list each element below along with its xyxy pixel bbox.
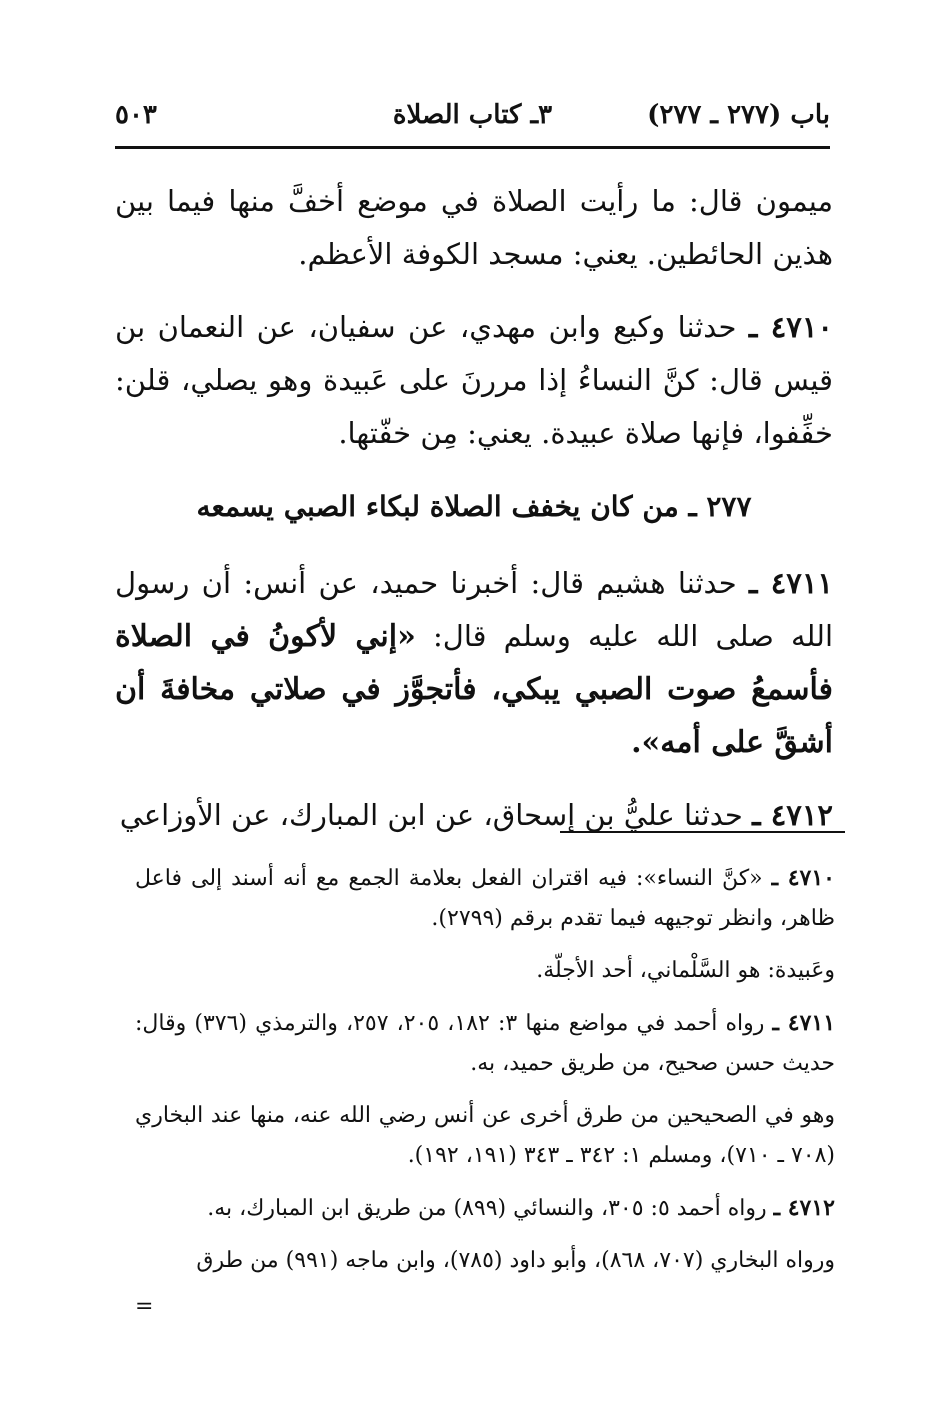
footnote-4710-note: وعَبيدة: هو السَّلْماني، أحد الأجلّة.: [536, 958, 835, 983]
hadith-number: ٤٧١٠ ـ: [748, 310, 834, 344]
page-number: ٥٠٣: [115, 100, 157, 130]
footnote-4712-note: ورواه البخاري (٧٠٧، ٨٦٨)، وأبو داود (٧٨٥)، وابن ماجه (٩٩١) من طرق: [196, 1248, 835, 1273]
hadith-4711: [115, 557, 833, 769]
chapter-range: باب (٢٧٧ ـ ٢٧٧): [647, 100, 830, 130]
footnotes: [135, 858, 835, 1327]
hadith-isnad: حدثنا هشيم قال: أخبرنا حميد، عن أنس: أن رسول الله صلى الله عليه وسلم قال:: [115, 566, 833, 653]
footnote-number: ٤٧١٠ ـ: [771, 865, 835, 891]
footnote-separator: [560, 831, 845, 833]
footnote-4711: [135, 1003, 835, 1084]
main-text: [115, 175, 833, 862]
footnote-text: «كنَّ النساء»: فيه اقتران الفعل بعلامة الجمع مع أنه أسند إلى فاعل ظاهر، وانظر توجيهه فيما تقدم برقم (٢٧٩٩).: [135, 866, 835, 931]
footnote-number: ٤٧١١ ـ: [772, 1010, 836, 1036]
footnote-text: رواه أحمد ٥: ٣٠٥، والنسائي (٨٩٩) من طريق ابن المبارك، به.: [207, 1196, 767, 1221]
footnote-number: ٤٧١٢ ـ: [773, 1195, 835, 1221]
hadith-number: ٤٧١١ ـ: [749, 566, 833, 600]
header-rule: [115, 146, 830, 149]
footnote-text: رواه أحمد في مواضع منها ٣: ١٨٢، ٢٠٥، ٢٥٧، والترمذي (٣٧٦) وقال: حديث حسن صحيح، من طريق حميد، به.: [135, 1011, 835, 1076]
continuation-mark: =: [135, 1294, 154, 1319]
footnote-4711-note: وهو في الصحيحين من طرق أخرى عن أنس رضي الله عنه، منها عند البخاري (٧٠٨ ـ ٧١٠)، ومسلم ١: ٣٤٢ ـ ٣٤٣ (١٩١، ١٩٢).: [135, 1103, 835, 1168]
hadith-4710: [115, 301, 833, 460]
hadith-matn: «إني لأكونُ في الصلاة فأسمعُ صوت الصبي يبكي، فأتجوَّز في صلاتي مخافةَ أن أشقَّ على أمه».: [115, 619, 833, 760]
paragraph-continuation: ميمون قال: ما رأيت الصلاة في موضع أخفَّ منها فيما بين هذين الحائطين. يعني: مسجد الكوفة الأعظم.: [115, 184, 833, 271]
book-title: ٣ـ كتاب الصلاة: [392, 100, 553, 130]
hadith-4712: [115, 789, 833, 842]
hadith-text: حدثنا وكيع وابن مهدي، عن سفيان، عن النعمان بن قيس قال: كنَّ النساءُ إذا مررنَ على عَبيدة وهو يصلي، قلن: خفِّفوا، فإنها صلاة عبيدة. يعني: مِن خفّتها.: [115, 310, 833, 450]
running-header: [115, 100, 830, 140]
footnote-4710: [135, 858, 835, 939]
hadith-text: حدثنا عليُّ بن إسحاق، عن ابن المبارك، عن الأوزاعي: [119, 798, 743, 832]
section-title: ٢٧٧ ـ من كان يخفف الصلاة لبكاء الصبي يسمعه: [196, 490, 752, 523]
footnote-4712: [135, 1188, 835, 1229]
hadith-number: ٤٧١٢ ـ: [752, 798, 833, 832]
